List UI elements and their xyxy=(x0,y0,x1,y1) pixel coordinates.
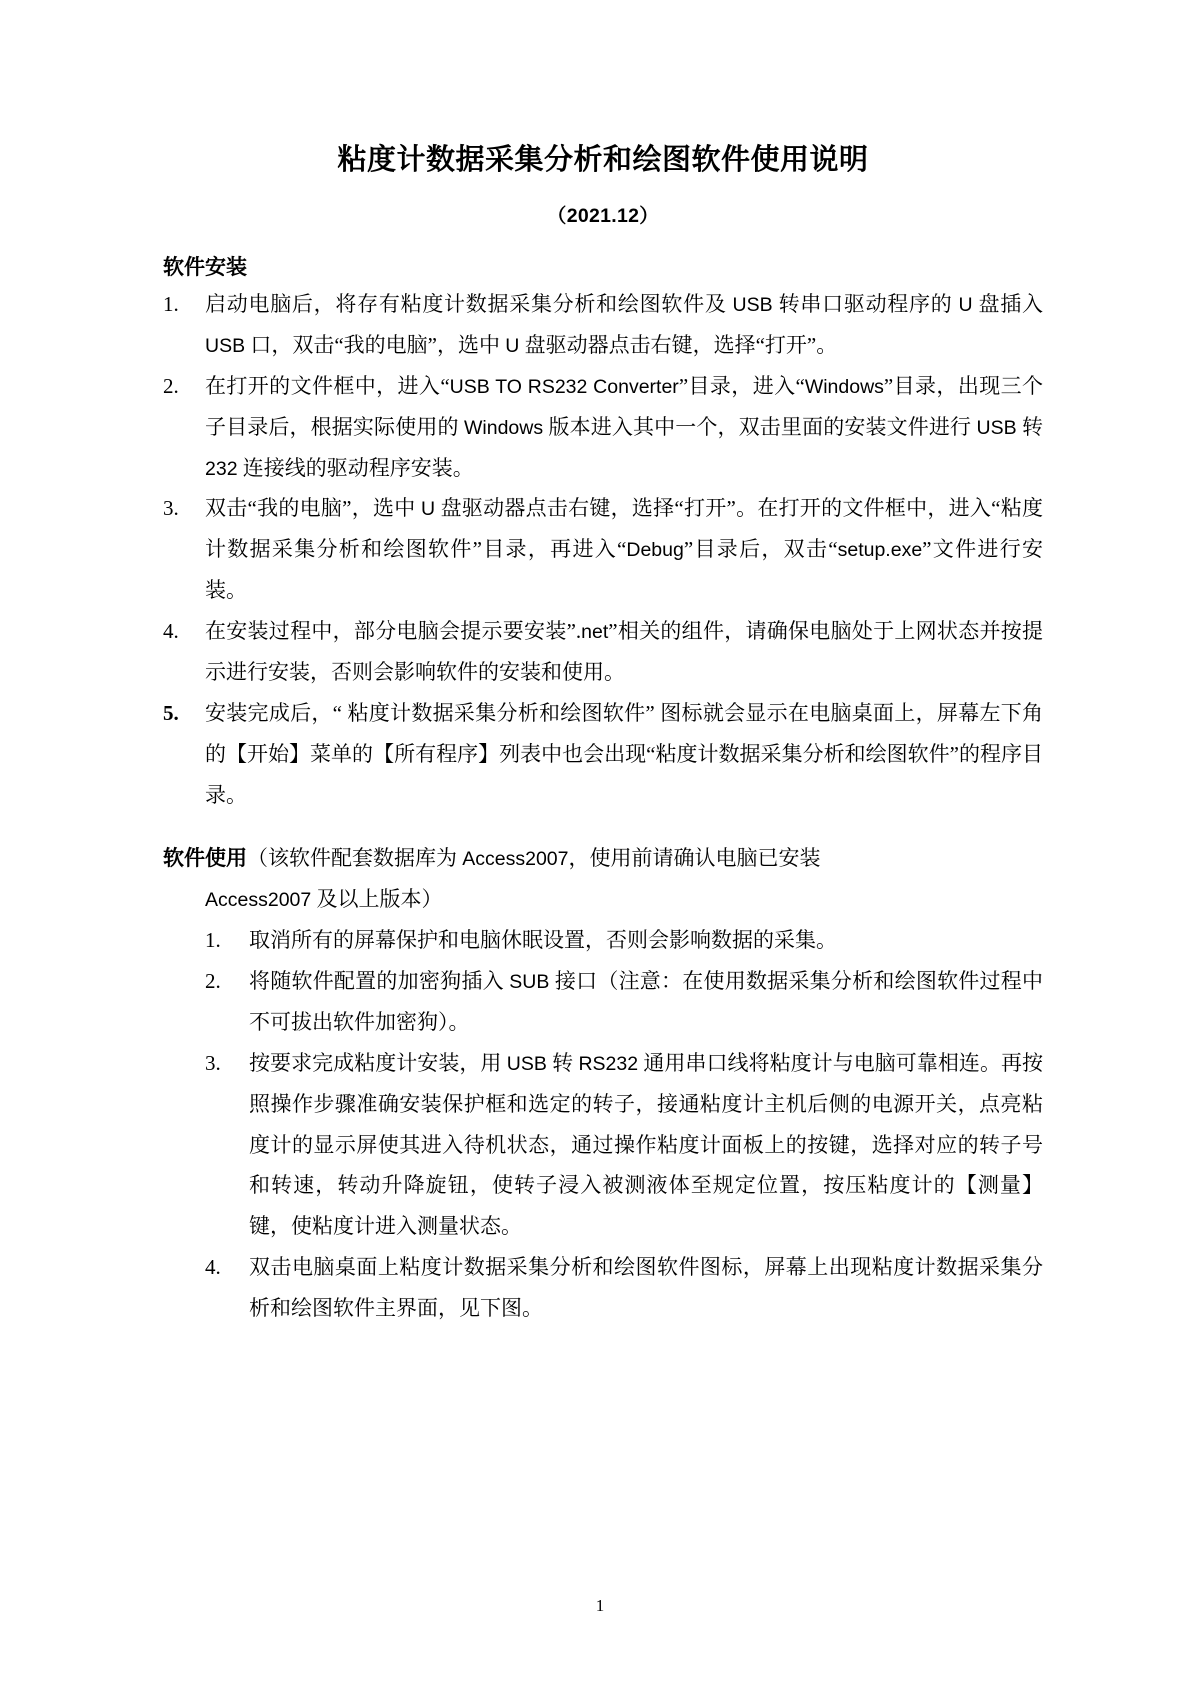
list-item xyxy=(163,284,1043,366)
list-item-text: 在安装过程中，部分电脑会提示要安装”.net”相关的组件，请确保电脑处于上网状态并按提示进行安装，否则会影响软件的安装和使用。 xyxy=(205,619,1043,685)
list-item-text: 在打开的文件框中，进入“USB TO RS232 Converter”目录，进入“Windows”目录，出现三个子目录后，根据实际使用的 Windows 版本进入其中一个，双击里面的安装文件进行 USB 转 232 连接线的驱动程序安装。 xyxy=(205,373,1044,480)
list-marker: 3. xyxy=(163,496,179,521)
page-title: 粘度计数据采集分析和绘图软件使用说明 xyxy=(337,144,869,176)
document-version-date: （2021.12） xyxy=(546,205,660,228)
installation-steps-list xyxy=(163,284,1043,816)
list-item xyxy=(205,961,1043,1043)
page-number: 1 xyxy=(595,1596,605,1615)
list-marker: 1. xyxy=(205,927,221,952)
page-content xyxy=(163,0,1043,1329)
list-item-text: 按要求完成粘度计安装，用 USB 转 RS232 通用串口线将粘度计与电脑可靠相连。再按照操作步骤准确安装保护框和选定的转子，接通粘度计主机后侧的电源开关，点亮粘度计的显示屏使其进入待机状态，通过操作粘度计面板上的按键，选择对应的转子号和转速，转动升降旋钮，使转子浸入被测液体至规定位置，按压粘度计的【测量】键，使粘度计进入测量状态。 xyxy=(249,1050,1044,1239)
list-item xyxy=(205,920,1043,961)
section-heading-installation: 软件安装 xyxy=(163,255,247,280)
list-item xyxy=(163,611,1043,693)
section-heading-usage-note-line1: （该软件配套数据库为 Access2007，使用前请确认电脑已安装 xyxy=(247,845,821,870)
list-marker: 2. xyxy=(163,373,179,398)
list-item-text: 取消所有的屏幕保护和电脑休眠设置，否则会影响数据的采集。 xyxy=(249,927,837,952)
list-item-text: 双击电脑桌面上粘度计数据采集分析和绘图软件图标，屏幕上出现粘度计数据采集分析和绘图软件主界面，见下图。 xyxy=(249,1255,1043,1321)
list-marker: 1. xyxy=(163,291,179,316)
section-heading-usage-label: 软件使用 xyxy=(163,845,247,870)
list-marker: 2. xyxy=(205,968,221,993)
list-marker: 5. xyxy=(163,701,179,726)
list-item-text: 双击“我的电脑”，选中 U 盘驱动器点击右键，选择“打开”。在打开的文件框中，进入“粘度计数据采集分析和绘图软件”目录，再进入“Debug”目录后，双击“setup.exe”文件进行安装。 xyxy=(205,496,1043,603)
list-marker: 4. xyxy=(205,1255,221,1280)
list-item-text: 安装完成后，“ 粘度计数据采集分析和绘图软件” 图标就会显示在电脑桌面上，屏幕左下角的【开始】菜单的【所有程序】列表中也会出现“粘度计数据采集分析和绘图软件”的程序目录。 xyxy=(205,701,1043,807)
list-item-text: 启动电脑后，将存有粘度计数据采集分析和绘图软件及 USB 转串口驱动程序的 U 盘插入 USB 口，双击“我的电脑”，选中 U 盘驱动器点击右键，选择“打开”。 xyxy=(205,291,1044,357)
list-marker: 4. xyxy=(163,619,179,644)
list-item xyxy=(205,1247,1043,1329)
section-heading-usage-note-line2: Access2007 及以上版本） xyxy=(205,886,443,911)
list-item xyxy=(163,693,1043,816)
list-item-text: 将随软件配置的加密狗插入 SUB 接口（注意：在使用数据采集分析和绘图软件过程中不可拔出软件加密狗）。 xyxy=(249,968,1043,1034)
list-item xyxy=(163,488,1043,611)
usage-steps-list xyxy=(163,920,1043,1329)
list-item xyxy=(205,1043,1043,1248)
section-heading-usage xyxy=(163,816,1043,920)
list-item xyxy=(163,366,1043,489)
list-marker: 3. xyxy=(205,1050,221,1075)
